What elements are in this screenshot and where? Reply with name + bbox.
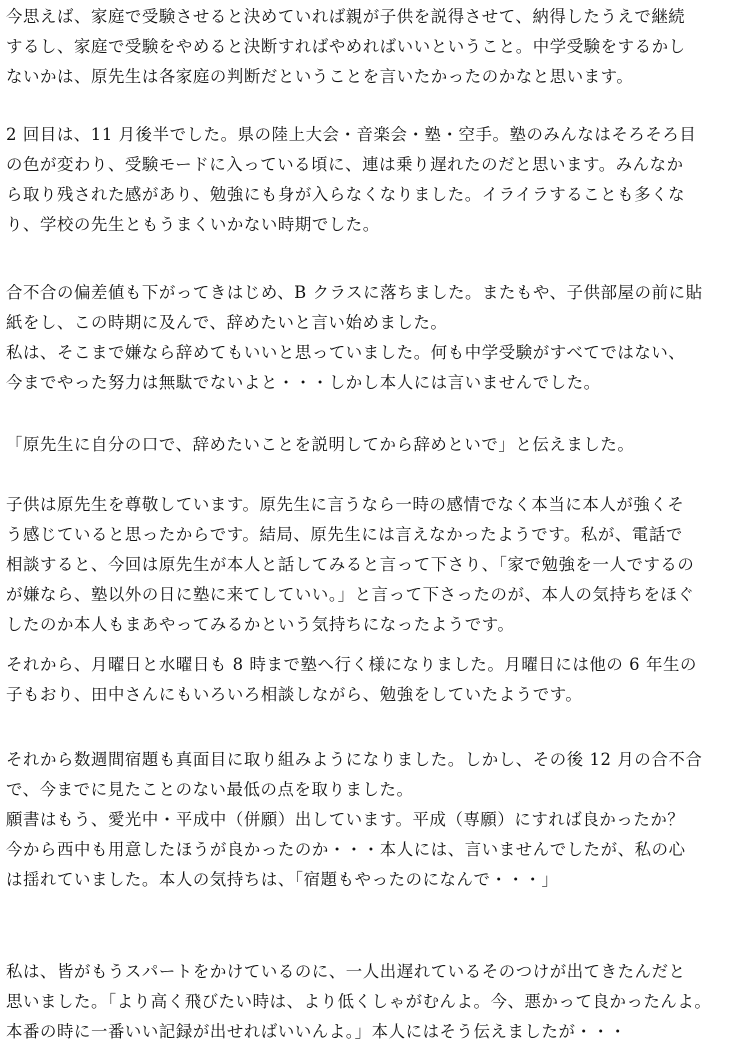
text-line: ないかは、原先生は各家庭の判断だということを言いたかったのかなと思います。 (6, 67, 634, 86)
text-line: それから数週間宿題も真面目に取り組みようになりました。しかし、その後 12 月の合不合 (6, 750, 703, 769)
text-line: 今までやった努力は無駄でないよと・・・しかし本人には言いませんでした。 (6, 373, 601, 392)
paragraph (6, 120, 696, 240)
text-line: ら取り残された感があり、勉強にも身が入らなくなりました。イライラすることも多くな (6, 185, 686, 204)
paragraph (6, 278, 703, 398)
text-line: り、学校の先生ともうまくいかない時期でした。 (6, 215, 380, 234)
text-line: それから、月曜日と水曜日も 8 時まで塾へ行く様になりました。月曜日には他の 6 年生の (6, 655, 697, 674)
paragraph (6, 430, 634, 460)
text-line: 子供は原先生を尊敬しています。原先生に言うなら一時の感情でなく本当に本人が強くそ (6, 495, 685, 514)
paragraph (6, 2, 686, 92)
text-line: 本番の時に一番いい記録が出せればいいんよ。」本人にはそう伝えましたが・・・ (6, 1022, 627, 1041)
text-line: は揺れていました。本人の気持ちは、「宿題もやったのになんで・・・」 (6, 870, 559, 889)
text-line: 紙をし、この時期に及んで、辞めたいと言い始めました。 (6, 313, 448, 332)
text-line: 2 回目は、11 月後半でした。県の陸上大会・音楽会・塾・空手。塾のみんなはそろそろ目 (6, 125, 697, 144)
text-line: が嫌なら、塾以外の日に塾に来てしていい。」と言って下さったのが、本人の気持ちをほぐ (6, 585, 695, 604)
text-line: 今思えば、家庭で受験させると決めていれば親が子供を説得させて、納得したうえで継続 (6, 7, 686, 26)
text-line: 私は、そこまで嫌なら辞めてもいいと思っていました。何も中学受験がすべてではない、 (6, 343, 686, 362)
text-line: 子もおり、田中さんにもいろいろ相談しながら、勉強をしていたようです。 (6, 685, 583, 704)
text-line: 思いました。「より高く飛びたい時は、より低くしゃがむんよ。今、悪かって良かったんよ。 (6, 992, 712, 1011)
text-line: するし、家庭で受験をやめると決断すればやめればいいということ。中学受験をするかし (6, 37, 686, 56)
text-line: 合不合の偏差値も下がってきはじめ、B クラスに落ちました。またもや、子供部屋の前に貼 (6, 283, 703, 302)
paragraph (6, 490, 694, 640)
text-line: したのか本人もまあやってみるかという気持ちになったようです。 (6, 615, 515, 634)
text-line: で、今までに見たことのない最低の点を取りました。 (6, 780, 414, 799)
text-line: 今から西中も用意したほうが良かったのか・・・本人には、言いませんでしたが、私の心 (6, 840, 686, 859)
paragraph (6, 650, 697, 710)
text-line: の色が変わり、受験モードに入っている頃に、連は乗り遅れたのだと思います。みんなか (6, 155, 684, 174)
text-line: 私は、皆がもうスパートをかけているのに、一人出遅れているそのつけが出てきたんだと (6, 962, 686, 981)
text-line: 願書はもう、愛光中・平成中（併願）出しています。平成（専願）にすれば良かったか？ (6, 810, 685, 829)
paragraph (6, 957, 711, 1047)
text-line: 「原先生に自分の口で、辞めたいことを説明してから辞めといで」と伝えました。 (6, 435, 635, 454)
text-line: 相談すると、今回は原先生が本人と話してみると言って下さり、「家で勉強を一人でするの (6, 555, 695, 574)
paragraph (6, 745, 702, 895)
text-line: う感じていると思ったからです。結局、原先生には言えなかったようです。私が、電話で (6, 525, 683, 544)
